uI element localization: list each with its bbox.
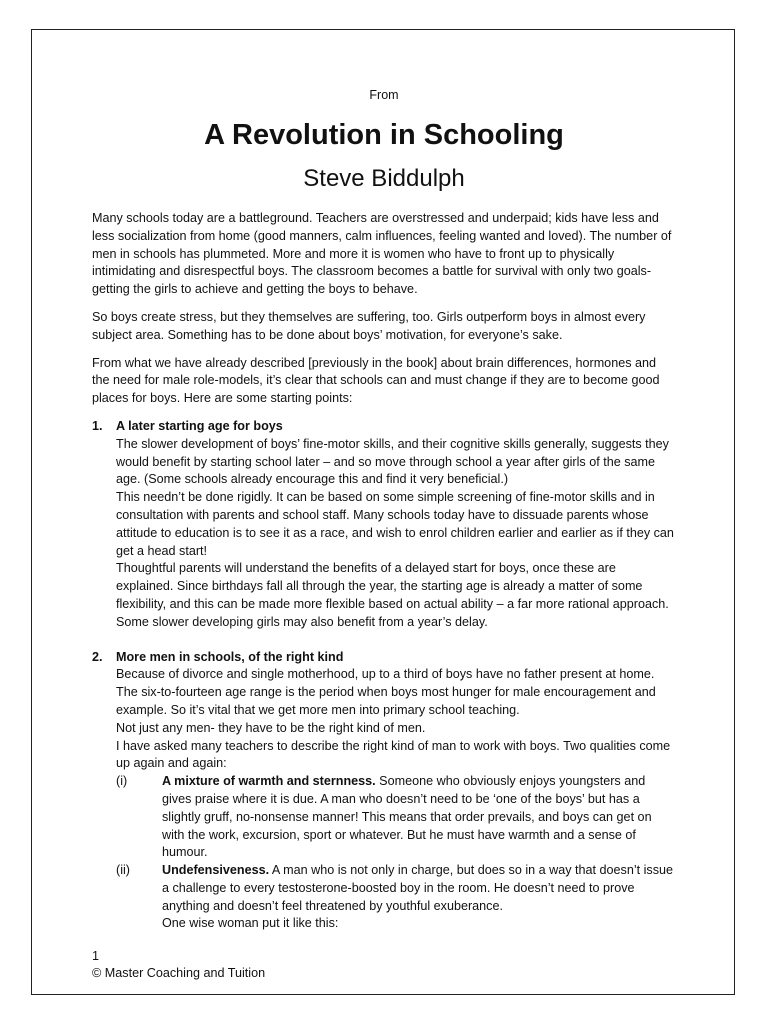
quality-title: Undefensiveness.: [162, 863, 270, 878]
intro-paragraph-3: From what we have already described [previously in the book] about brain differences, hormones and the need for male role-models, it’s clear that schools can and must change if they are to become good places for boys. Here are some starting points:: [92, 355, 660, 406]
document-body: [92, 88, 676, 933]
point-paragraph: Because of divorce and single motherhood, up to a third of boys have no father present at home. The six-to-fourteen age range is the period when boys most hunger for male encouragement and example. So it’s vital that we get more men into primary school teaching.: [116, 667, 656, 717]
document-title: A Revolution in Schooling: [204, 119, 564, 151]
quality-number: (ii): [116, 863, 130, 878]
quality-item: [116, 773, 676, 862]
point-paragraph: This needn’t be done rigidly. It can be based on some simple screening of fine-motor skills and in consultation with parents and school staff. Many schools today have to dissuade parents whose attitude to education is to see it as a race, and wish to enrol children earlier and earlier as if they can get a head start!: [116, 490, 674, 558]
author-name: Steve Biddulph: [303, 165, 465, 192]
from-label: From: [369, 88, 399, 102]
quality-text: Someone who obviously enjoys youngsters and gives praise where it is due. A man who doesn’t need to be ‘one of the boys’ but has a slightly gruff, no-nonsense manner! This means that order prevails, and boys can get on with the work, excursion, sport or whatever. But he must have warmth and a sense of humour.: [162, 774, 652, 860]
list-number: 1.: [92, 418, 103, 433]
point-paragraph: I have asked many teachers to describe the right kind of man to work with boys. Two qualities come up again and again:: [116, 738, 671, 771]
quality-title: A mixture of warmth and sternness.: [162, 774, 376, 789]
quality-number: (i): [116, 774, 128, 789]
starting-points-list: [92, 418, 676, 933]
point-heading: A later starting age for boys: [116, 418, 283, 433]
intro-paragraph-2: So boys create stress, but they themselves are suffering, too. Girls outperform boys in almost every subject area. Something has to be done about boys’ motivation, for everyone’s sake.: [92, 309, 646, 342]
quality-extra-text: One wise woman put it like this:: [162, 916, 339, 931]
point-paragraph: The slower development of boys’ fine-motor skills, and their cognitive skills generally, suggests they would benefit by starting school later – and so move through school a year after girls of the same age. (Some schools already encourage this and find it very beneficial.): [116, 436, 669, 487]
copyright-notice: © Master Coaching and Tuition: [92, 966, 266, 980]
page-number: 1: [92, 949, 100, 963]
quality-item: [116, 862, 676, 933]
point-heading: More men in schools, of the right kind: [116, 649, 344, 664]
list-item: [92, 649, 676, 934]
point-paragraph: Thoughtful parents will understand the benefits of a delayed start for boys, once these are explained. Since birthdays fall all through the year, the starting age is already a matter of some flexibility, and this can be made more flexible based on actual ability – a far more rational approach. Some slower developing girls may also benefit from a year’s delay.: [116, 561, 669, 629]
list-item: [92, 418, 676, 632]
page-footer: [92, 948, 265, 982]
intro-paragraph-1: Many schools today are a battleground. Teachers are overstressed and underpaid; kids have less and less socialization from home (good manners, calm influences, feeling wanted and loved). The number of men in schools has plummeted. More and more it is women who have to front up to physically intimidating and disrespectful boys. The classroom becomes a battle for survival with only two goals- getting the girls to achieve and getting the boys to behave.: [92, 211, 672, 297]
list-number: 2.: [92, 649, 103, 664]
point-paragraph: Not just any men- they have to be the right kind of men.: [116, 720, 426, 735]
quality-text: A man who is not only in charge, but does so in a way that doesn’t issue a challenge to every testosterone-boosted boy in the room. He doesn’t need to prove anything and doesn’t feel threatened by youthful exuberance.: [162, 863, 674, 913]
